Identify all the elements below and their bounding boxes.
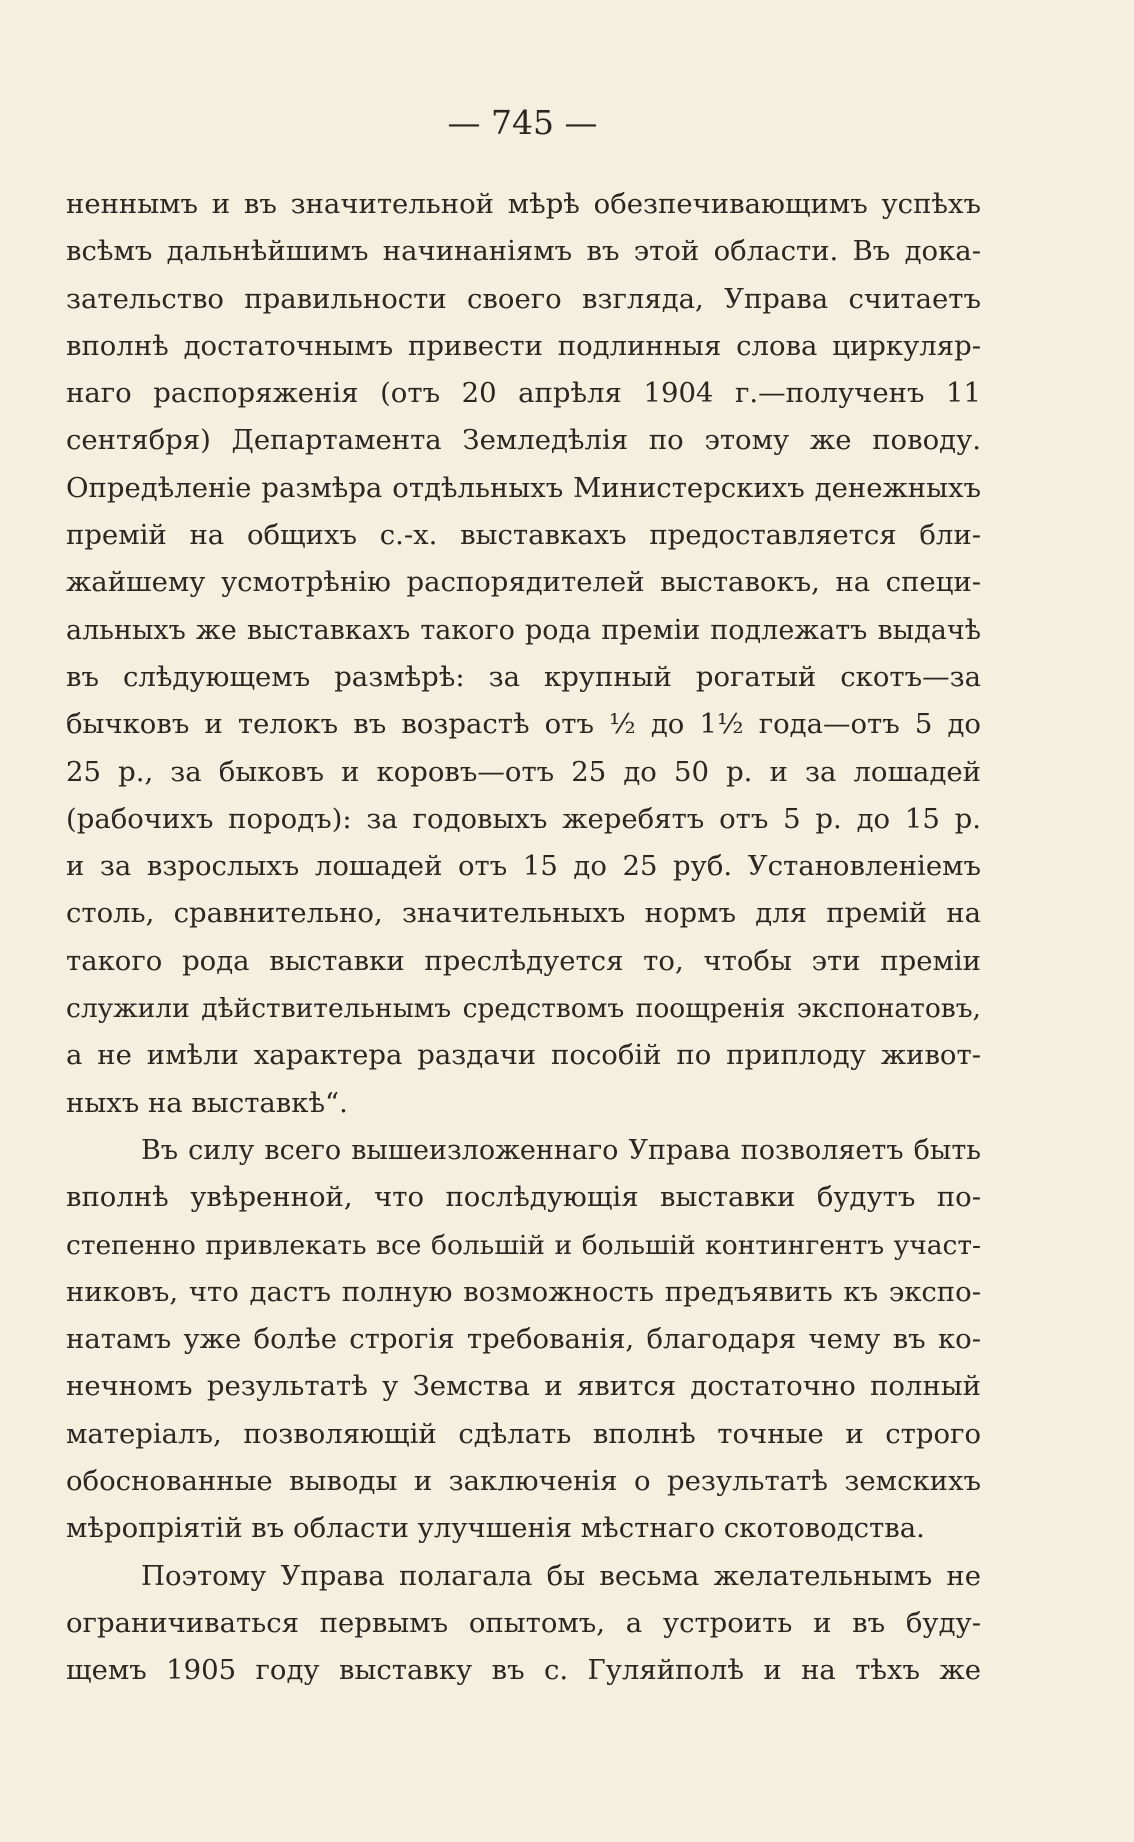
paragraph: [66, 181, 981, 1127]
text-line: въ слѣдующемъ размѣрѣ: за крупный рогатый скотъ—за: [66, 660, 981, 693]
text-line: (рабочихъ породъ): за годовыхъ жеребятъ отъ 5 р. до 15 р.: [66, 802, 981, 835]
text-line: а не имѣли характера раздачи пособій по приплоду живот-: [66, 1039, 981, 1072]
text-line: такого рода выставки преслѣдуется то, чтобы эти преміи: [66, 944, 981, 977]
text-line: щемъ 1905 году выставку въ с. Гуляйполѣ и на тѣхъ же: [66, 1654, 981, 1687]
text-line: альныхъ же выставкахъ такого рода преміи подлежатъ выдачѣ: [66, 614, 981, 646]
text-line: зательство правильности своего взгляда, Управа считаетъ: [66, 282, 981, 315]
text-line: неннымъ и въ значительной мѣрѣ обезпечивающимъ успѣхъ: [66, 188, 981, 220]
text-line: бычковъ и телокъ въ возрастѣ отъ ½ до 1½ года—отъ 5 до: [66, 708, 981, 741]
text-line: столь, сравнительно, значительныхъ нормъ для премій на: [66, 897, 981, 930]
text-line: жайшему усмотрѣнію распорядителей выставокъ, на специ-: [66, 566, 981, 599]
text-line: вполнѣ увѣренной, что послѣдующія выставки будутъ по-: [66, 1181, 981, 1214]
paragraph: [66, 1127, 981, 1553]
text-line: Опредѣленіе размѣра отдѣльныхъ Министерскихъ денежныхъ: [66, 471, 981, 504]
text-line: натамъ уже болѣе строгія требованія, благодаря чему въ ко-: [66, 1323, 981, 1356]
text-line: наго распоряженія (отъ 20 апрѣля 1904 г.—полученъ 11: [66, 377, 981, 410]
text-line: нечномъ результатѣ у Земства и явится достаточно полный: [66, 1370, 981, 1403]
text-line: служили дѣйствительнымъ средствомъ поощренія экспонатовъ,: [66, 993, 981, 1025]
text-line: обоснованные выводы и заключенія о результатѣ земскихъ: [66, 1465, 981, 1498]
text-line: премій на общихъ с.-х. выставкахъ предоставляется бли-: [66, 519, 981, 552]
text-line: Поэтому Управа полагала бы весьма желательнымъ не: [141, 1559, 981, 1592]
text-line: степенно привлекать все большій и большій контингентъ участ-: [66, 1229, 981, 1261]
text-line: 25 р., за быковъ и коровъ—отъ 25 до 50 р. и за лошадей: [66, 755, 981, 788]
text-line: сентября) Департамента Земледѣлія по этому же поводу.: [66, 424, 981, 457]
text-line: всѣмъ дальнѣйшимъ начинаніямъ въ этой области. Въ дока-: [66, 235, 981, 268]
text-line: никовъ, что дастъ полную возможность предъявить къ экспо-: [66, 1275, 981, 1308]
text-line: мѣропріятій въ области улучшенія мѣстнаго скотоводства.: [66, 1512, 925, 1545]
text-line: Въ силу всего вышеизложеннаго Управа позволяетъ быть: [141, 1134, 981, 1166]
paragraph: [66, 1553, 981, 1695]
body-text: [66, 181, 981, 1695]
text-line: вполнѣ достаточнымъ привести подлинныя слова циркуляр-: [66, 329, 981, 362]
text-line: матеріалъ, позволяющій сдѣлать вполнѣ точные и строго: [66, 1417, 981, 1450]
page-number: — 745 —: [447, 103, 598, 142]
text-line: ограничиваться первымъ опытомъ, а устроить и въ буду-: [66, 1606, 981, 1639]
text-line: ныхъ на выставкѣ“.: [66, 1086, 348, 1119]
text-line: и за взрослыхъ лошадей отъ 15 до 25 руб. Установленіемъ: [66, 850, 981, 883]
